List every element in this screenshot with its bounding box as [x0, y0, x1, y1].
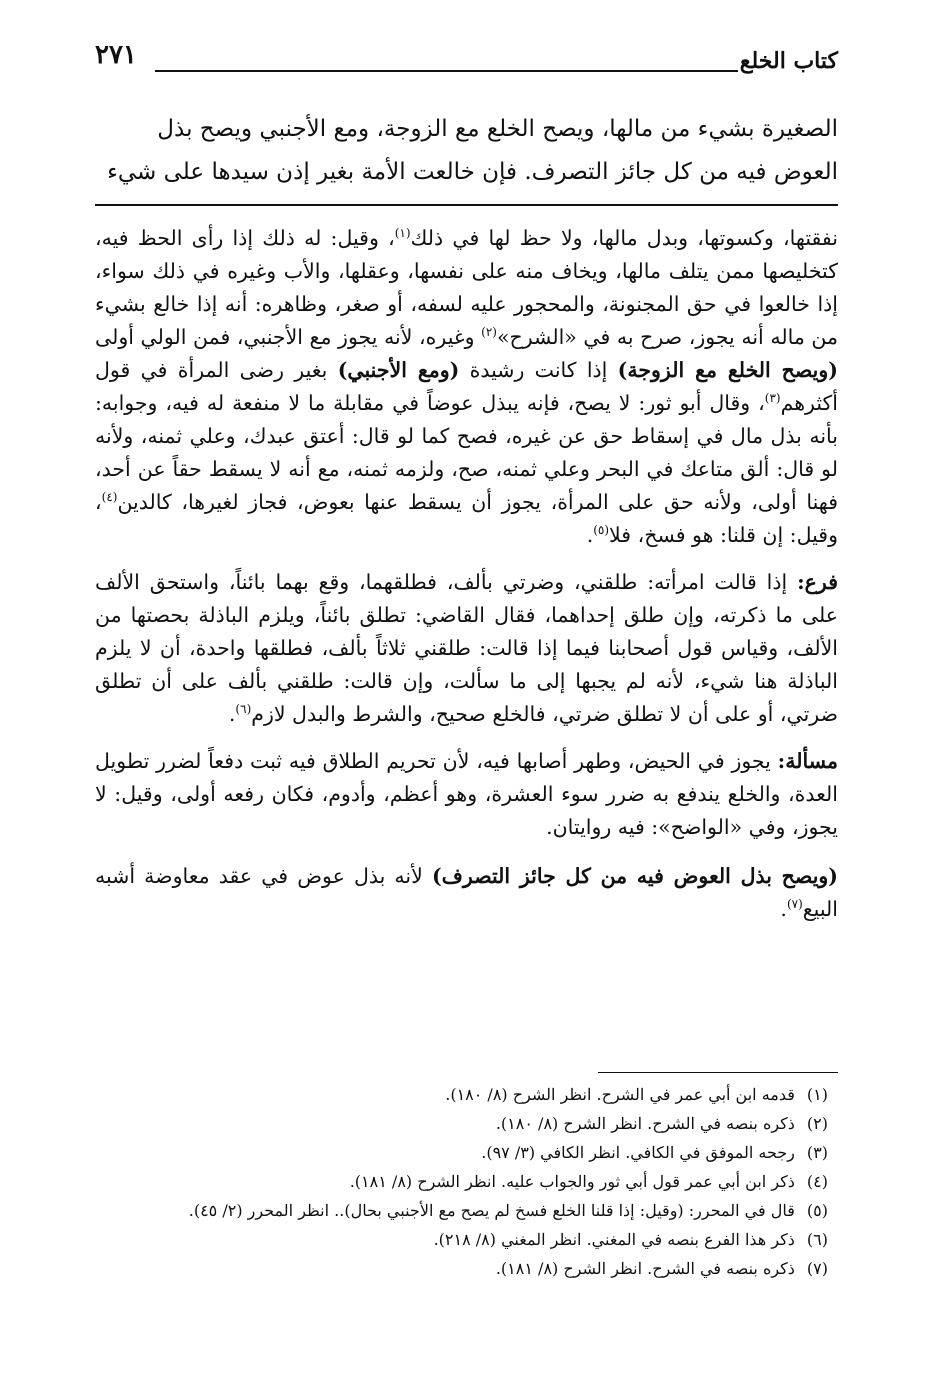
footnote-ref: (٥) — [593, 523, 610, 538]
commentary-paragraph — [95, 860, 838, 926]
text-run: بغير رضى المرأة في قول أكثرهم — [95, 358, 838, 415]
text-run: نفقتها، وكسوتها، وبدل مالها، ولا حظ لها في ذلك — [410, 226, 838, 250]
footnote-text: قال في المحرر: (وقيل: إذا قلنا الخلع فسخ لم يصح مع الأجنبي بحال).. انظر المحرر (٢/ ٤٥). — [188, 1201, 795, 1220]
footnote-text: ذكر هذا الفرع بنصه في المغني. انظر المغني (٨/ ٢١٨). — [433, 1230, 795, 1249]
footnote-ref: (٣) — [764, 391, 781, 406]
text-run: يجوز في الحيض، وطهر أصابها فيه، لأن تحريم الطلاق فيه ثبت دفعاً لضرر تطويل العدة، والخلع يندفع به ضرر سوء العشرة، وهو أعظم، وأدوم، فكان رفعه أولى، وقيل: لا يجوز، وفي «الواضح»: فيه روايتان. — [95, 749, 838, 839]
footnote-ref: (٦) — [235, 702, 252, 717]
text-run: ، وقيل: إن قلنا: هو فسخ، فلا — [95, 490, 838, 547]
running-title: كتاب الخلع — [739, 48, 838, 74]
matn-quote: (ويصح الخلع مع الزوجة) — [617, 358, 838, 382]
section-lead: فرع: — [797, 570, 838, 594]
footnote — [95, 1080, 828, 1109]
text-run: ، وقيل: له ذلك إذا رأى الحظ فيه، كتخليصها ممن يتلف مالها، ويخاف منه على نفسها، وعقلها، والأب وغيره في ذلك سواء، إذا خالعوا في حق المجنونة، والمحجور عليه لسفه، أو صغر، وظاهره: أنه إذا خالع بشيء من ماله أنه يجوز، صرح به في «الشرح» — [95, 226, 838, 349]
footnote-text: ذكره بنصه في الشرح. انظر الشرح (٨/ ١٨٠). — [495, 1114, 795, 1133]
footnotes — [95, 1080, 828, 1283]
text-run: . — [586, 523, 594, 547]
footnote-number: (١) — [806, 1085, 828, 1104]
commentary-paragraph — [95, 566, 838, 731]
matn-text — [95, 108, 838, 194]
footnote — [95, 1109, 828, 1138]
text-run: لأنه بذل عوض في عقد معاوضة أشبه البيع — [95, 864, 838, 921]
text-run: ، وقال أبو ثور: لا يصح، فإنه يبذل عوضاً في مقابلة ما لا منفعة له فيه، وجوابه: بأنه بذل مال في إسقاط حق عن غيره، فصح كما لو قال: أعتق عبدك، وعلي ثمنه، ولأنه لو قال: ألق متاعك في البحر وعلي ثمنه، صح، ولزمه ثمنه، مع أنه لا يسقط حقاً عن أحد، فهنا أولى، ولأنه حق على المرأة، يجوز أن يسقط عنها بعوض، فجاز لغيرها، كالدين — [95, 391, 838, 514]
text-run: . — [780, 897, 787, 921]
footnote-number: (٣) — [806, 1143, 828, 1162]
footnote-ref: (٤) — [101, 490, 118, 505]
matn-quote: (ومع الأجنبي) — [337, 358, 460, 382]
matn-line: العوض فيه من كل جائز التصرف. فإن خالعت الأمة بغير إذن سيدها على شيء — [107, 159, 838, 185]
matn-line: الصغيرة بشيء من مالها، ويصح الخلع مع الزوجة، ومع الأجنبي ويصح بذل — [157, 116, 838, 142]
footnote-separator — [598, 1072, 838, 1073]
footnote-ref: (١) — [394, 226, 411, 241]
commentary-paragraph — [95, 222, 838, 552]
commentary-paragraph — [95, 745, 838, 844]
footnote-number: (٧) — [806, 1259, 828, 1278]
footnote — [95, 1254, 828, 1283]
footnote — [95, 1225, 828, 1254]
footnote-number: (٥) — [806, 1201, 828, 1220]
footnote-number: (٤) — [806, 1172, 828, 1191]
matn-quote: (ويصح بذل العوض فيه من كل جائز التصرف) — [431, 864, 838, 888]
text-run: إذا قالت امرأته: طلقني، وضرتي بألف، فطلقهما، وقع بهما بائناً، واستحق الألف على ما ذكرته، وإن طلق إحداهما، فقال القاضي: تطلق بائناً، ويلزم الباذلة بحصتها من الألف، وقياس قول أصحابنا فيما إذا قالت: طلقني ثلاثاً بألف، فطلقها واحدة، أن لا يلزم الباذلة هنا شيء، لأنه لم يجبها إلى ما سألت، وإن قالت: طلقني بألف على أن تطلق ضرتي، أو على أن لا تطلق ضرتي، فالخلع صحيح، والشرط والبدل لازم — [95, 570, 838, 726]
footnote-text: ذكر ابن أبي عمر قول أبي ثور والجواب عليه. انظر الشرح (٨/ ١٨١). — [349, 1172, 795, 1191]
commentary — [95, 222, 838, 926]
text-run: وغيره، لأنه يجوز مع الأجنبي، فمن الولي أولى — [95, 325, 482, 349]
footnote-ref: (٢) — [481, 325, 497, 340]
footnote-text: رجحه الموفق في الكافي. انظر الكافي (٣/ ٩٧). — [481, 1143, 795, 1162]
section-lead: مسألة: — [777, 749, 838, 773]
footnote-text: قدمه ابن أبي عمر في الشرح. انظر الشرح (٨/ ١٨٠). — [445, 1085, 795, 1104]
header-rule — [155, 70, 738, 72]
footnote — [95, 1196, 828, 1225]
footnote-ref: (٧) — [786, 897, 803, 912]
footnote-number: (٢) — [806, 1114, 828, 1133]
text-run: إذا كانت رشيدة — [459, 358, 618, 382]
text-run: . — [228, 702, 236, 726]
footnote — [95, 1167, 828, 1196]
page-header — [95, 40, 838, 80]
footnote-text: ذكره بنصه في الشرح. انظر الشرح (٨/ ١٨١). — [495, 1259, 795, 1278]
footnote — [95, 1138, 828, 1167]
matn-separator — [95, 204, 838, 206]
page-number: ٢٧١ — [95, 40, 137, 70]
footnote-number: (٦) — [806, 1230, 828, 1249]
